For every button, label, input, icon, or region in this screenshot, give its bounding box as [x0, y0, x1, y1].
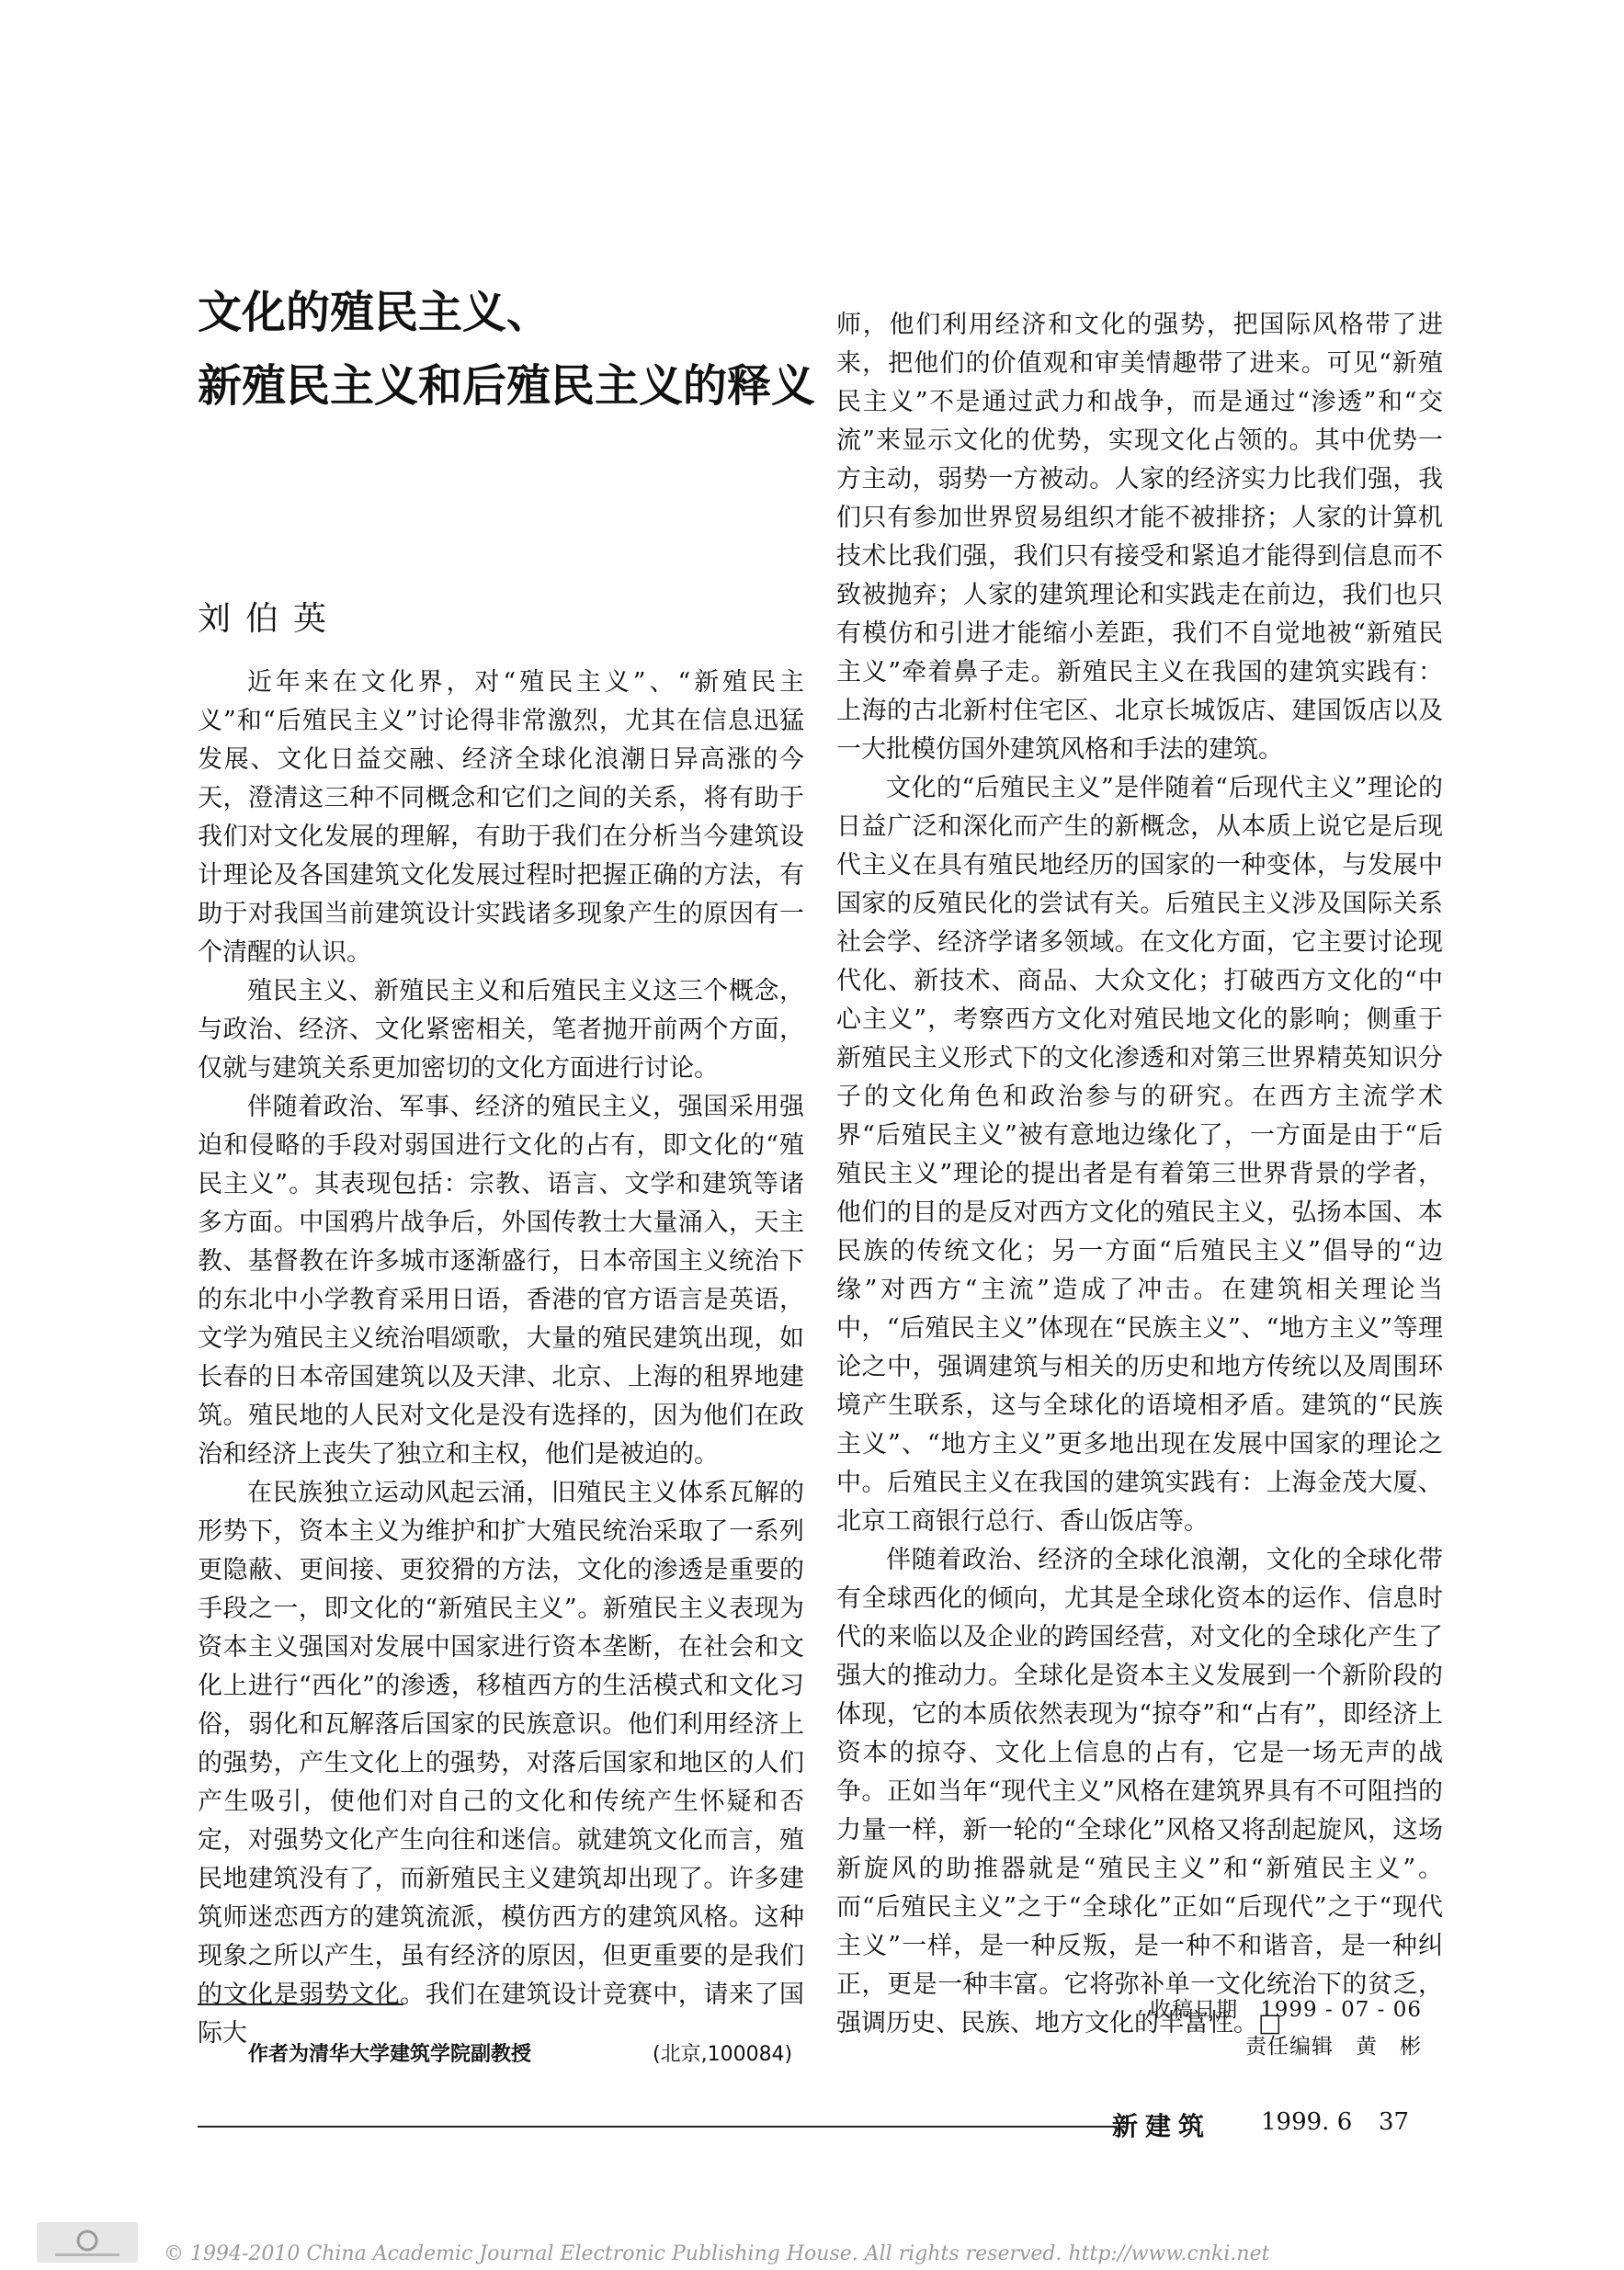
copyright-notice: © 1994-2010 China Academic Journal Electronic Publishing House. All rights reserved. http://www.cnki.net — [164, 2242, 1270, 2265]
paragraph: 近年来在文化界，对“殖民主义”、“新殖民主义”和“后殖民主义”讨论得非常激烈，尤其在信息迅猛发展、文化日益交融、经济全球化浪潮日异高涨的今天，澄清这三种不同概念和它们之间的关系，将有助于我们对文化发展的理解，有助于我们在分析当今建筑设计理论及各国建筑文化发展过程时把握正确的方法，有助于对我国当前建筑设计实践诸多现象产生的原因有一个清醒的认识。 — [198, 668, 804, 967]
issue-number: 1999. 6 — [1261, 2108, 1353, 2136]
paragraph: 殖民主义、新殖民主义和后殖民主义这三个概念，与政治、经济、文化紧密相关，笔者抛开前两个方面，仅就与建筑关系更加密切的文化方面进行讨论。 — [198, 977, 804, 1083]
author-name: 刘伯英 — [198, 600, 342, 638]
author-footnote: 作者为清华大学建筑学院副教授 — [248, 2043, 532, 2066]
page-number: 37 — [1379, 2108, 1410, 2136]
journal-name: 新建筑 — [1112, 2111, 1212, 2141]
responsible-editor: 责任编辑 黄 彬 — [1245, 2035, 1422, 2059]
author-location: (北京,100084) — [653, 2043, 793, 2066]
article-title — [198, 276, 841, 423]
footer-rule — [198, 2126, 1117, 2128]
title-line-2: 新殖民主义和后殖民主义的释义 — [198, 360, 816, 412]
right-column — [836, 306, 1443, 2043]
paragraph: 文化的“后殖民主义”是伴随着“后现代主义”理论的日益广泛和深化而产生的新概念，从本质上说它是后现代主义在具有殖民地经历的国家的一种变体，与发展中国家的反殖民化的尝试有关。后殖民主义涉及国际关系社会学、经济学诸多领域。在文化方面，它主要讨论现代化、新技术、商品、大众文化；打破西方文化的“中心主义”，考察西方文化对殖民地文化的影响；侧重于新殖民主义形式下的文化渗透和对第三世界精英知识分子的文化角色和政治参与的研究。在西方主流学术界“后殖民主义”被有意地边缘化了，一方面是由于“后殖民主义”理论的提出者是有着第三世界背景的学者，他们的目的是反对西方文化的殖民主义，弘扬本国、本民族的传统文化；另一方面“后殖民主义”倡导的“边缘”对西方“主流”造成了冲击。在建筑相关理论当中，“后殖民主义”体现在“民族主义”、“地方主义”等理论之中，强调建筑与相关的历史和地方传统以及周围环境产生联系，这与全球化的语境相矛盾。建筑的“民族主义”、“地方主义”更多地出现在发展中国家的理论之中。后殖民主义在我国的建筑实践有：上海金茂大厦、北京工商银行总行、香山饭店等。 — [836, 774, 1443, 1536]
paragraph: 伴随着政治、经济的全球化浪潮，文化的全球化带有全球西化的倾向，尤其是全球化资本的运作、信息时代的来临以及企业的跨国经营，对文化的全球化产生了强大的推动力。全球化是资本主义发展到一个新阶段的体现，它的本质依然表现为“掠夺”和“占有”，即经济上资本的掠夺、文化上信息的占有，它是一场无声的战争。正如当年“现代主义”风格在建筑界具有不可阻挡的力量一样，新一轮的“全球化”风格又将刮起旋风，这场新旋风的助推器就是“殖民主义”和“新殖民主义”。而“后殖民主义”之于“全球化”正如“后现代”之于“现代主义”一样，是一种反叛，是一种不和谐音，是一种纠正，更是一种丰富。它将弥补单一文化统治下的贫乏，强调历史、民族、地方文化的丰富性。□ — [836, 1546, 1443, 2037]
paragraph: 伴随着政治、军事、经济的殖民主义，强国采用强迫和侵略的手段对弱国进行文化的占有，即文化的“殖民主义”。其表现包括：宗教、语言、文学和建筑等诸多方面。中国鸦片战争后，外国传教士大量涌入，天主教、基督教在许多城市逐渐盛行，日本帝国主义统治下的东北中小学教育采用日语，香港的官方语言是英语，文学为殖民主义统治唱颂歌，大量的殖民建筑出现，如长春的日本帝国建筑以及天津、北京、上海的租界地建筑。殖民地的人民对文化是没有选择的，因为他们在政治和经济上丧失了独立和主权，他们是被迫的。 — [198, 1093, 804, 1469]
left-column — [198, 664, 804, 2053]
received-date: 收稿日期 1999 - 07 - 06 — [1150, 1998, 1422, 2022]
footnote-rule — [198, 2003, 403, 2005]
paragraph: 在民族独立运动风起云涌，旧殖民主义体系瓦解的形势下，资本主义为维护和扩大殖民统治采取了一系列更隐蔽、更间接、更狡猾的方法，文化的渗透是重要的手段之一，即文化的“新殖民主义”。新殖民主义表现为资本主义强国对发展中国家进行资本垄断，在社会和文化上进行“西化”的渗透，移植西方的生活模式和文化习俗，弱化和瓦解落后国家的民族意识。他们利用经济上的强势，产生文化上的强势，对落后国家和地区的人们产生吸引，使他们对自己的文化和传统产生怀疑和否定，对强势文化产生向往和迷信。就建筑文化而言，殖民地建筑没有了，而新殖民主义建筑却出现了。许多建筑师迷恋西方的建筑流派，模仿西方的建筑风格。这种现象之所以产生，虽有经济的原因，但更重要的是我们的文化是弱势文化。我们在建筑设计竞赛中，请来了国际大 — [198, 1479, 804, 2048]
paragraph: 师，他们利用经济和文化的强势，把国际风格带了进来，把他们的价值观和审美情趣带了进来。可见“新殖民主义”不是通过武力和战争，而是通过“渗透”和“交流”来显示文化的优势，实现文化占领的。其中优势一方主动，弱势一方被动。人家的经济实力比我们强，我们只有参加世界贸易组织才能不被排挤；人家的计算机技术比我们强，我们只有接受和紧追才能得到信息而不致被抛弃；人家的建筑理论和实践走在前边，我们也只有模仿和引进才能缩小差距，我们不自觉地被“新殖民主义”牵着鼻子走。新殖民主义在我国的建筑实践有：上海的古北新村住宅区、北京长城饭店、建国饭店以及一大批模仿国外建筑风格和手法的建筑。 — [836, 311, 1443, 764]
title-line-1: 文化的殖民主义、 — [198, 287, 551, 338]
cnki-logo-icon — [37, 2222, 138, 2263]
